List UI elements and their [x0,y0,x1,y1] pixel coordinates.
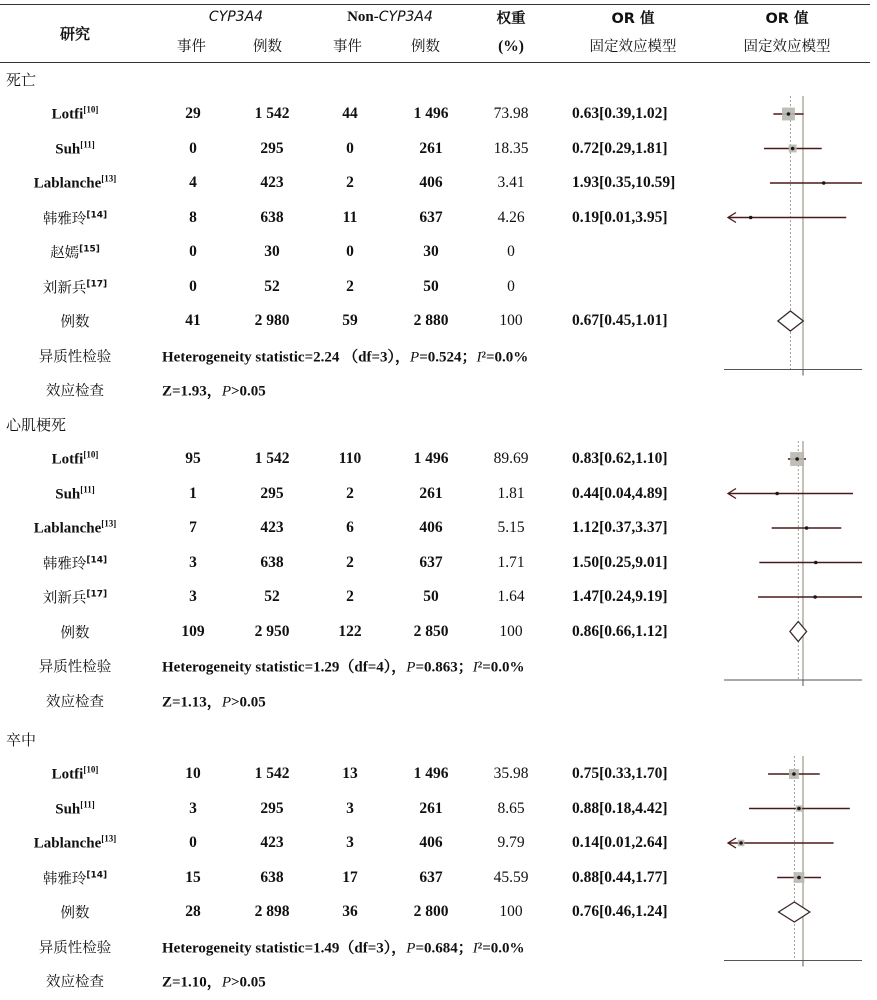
study-name: Lablanche[13] [33,173,117,192]
events-group2: 2 [346,277,354,295]
point-estimate [739,841,743,845]
total-group1: 423 [260,519,284,536]
weight-value: 9.79 [497,834,525,851]
pooled-diamond [778,311,803,331]
total-group1: 295 [260,484,284,502]
study-ref: [13] [101,833,117,844]
events-group1: 29 [185,105,201,122]
study-name: Lotfi[10] [51,449,99,468]
study-name: 刘新兵[17] [42,279,108,296]
weight-value: 73.98 [493,105,529,122]
total-group1: 30 [264,243,280,260]
heterogeneity-statistic: Heterogeneity statistic=1.29（df=4），P=0.863；I²=0.0% [162,659,525,676]
weight-value: 0 [507,243,515,260]
events-group2: 2 [346,174,354,191]
total-group1: 2 898 [254,903,290,920]
effect-test-label: 效应检查 [46,383,104,400]
study-ref: [10] [83,104,99,115]
point-estimate [813,595,817,599]
header-group2-total: 例数 [411,39,440,55]
events-group2: 122 [338,622,362,640]
effect-test-statistic: Z=1.93，P>0.05 [162,383,266,400]
study-ref: [14] [86,555,108,566]
events-group2: 3 [346,799,354,817]
weight-value: 1.81 [497,484,525,502]
header-group2-prefix: Non- [347,9,379,25]
total-group2: 406 [419,834,443,851]
point-estimate [792,772,796,776]
total-group1: 2 980 [254,312,290,329]
study-ref: [14] [86,870,108,881]
events-group1: 7 [189,519,197,536]
weight-value: 45.59 [493,868,529,886]
study-name: Lablanche[13] [33,833,117,852]
events-group1: 0 [189,277,197,295]
weight-value: 35.98 [493,765,529,782]
study-ref: [13] [101,173,117,184]
study-ref: [11] [80,799,95,809]
events-group1: 1 [189,484,197,502]
or-ci-value: 1.12[0.37,3.37] [572,519,668,536]
weight-value: 0 [507,277,515,295]
point-estimate [749,216,753,220]
point-estimate [814,561,818,565]
or-ci-value: 0.75[0.33,1.70] [572,765,668,782]
total-group2: 406 [419,174,443,191]
heterogeneity-statistic: Heterogeneity statistic=1.49（df=3），P=0.684；I²=0.0% [162,940,525,956]
pooled-diamond [790,622,807,642]
or-ci-value: 0.88[0.44,1.77] [572,868,668,886]
weight-value: 5.15 [497,519,525,536]
or-ci-value: 0.88[0.18,4.42] [572,799,668,817]
total-group2: 2 800 [413,903,449,920]
events-group1: 3 [189,553,197,571]
events-group1: 3 [189,588,197,605]
study-ref: [11] [80,139,95,149]
events-group2: 2 [346,553,354,571]
events-group2: 11 [342,208,358,226]
events-group2: 0 [346,139,354,157]
total-group2: 1 496 [413,450,449,467]
study-name: Lotfi[10] [51,764,99,783]
total-group1: 1 542 [254,105,290,122]
or-ci-value: 1.93[0.35,10.59] [572,174,676,191]
events-group2: 6 [346,519,354,536]
total-group1: 2 950 [254,622,290,640]
total-group2: 1 496 [413,105,449,122]
point-estimate [822,181,826,185]
total-group2: 406 [419,519,443,536]
or-ci-value: 0.44[0.04,4.89] [572,484,668,502]
or-ci-value: 0.67[0.45,1.01] [572,312,668,329]
study-name: Suh[11] [55,484,95,502]
total-group1: 295 [260,139,284,157]
weight-value: 100 [499,903,523,920]
events-group1: 4 [189,174,197,191]
total-group1: 52 [264,277,280,295]
events-group2: 0 [346,243,354,260]
study-ref: [17] [86,589,108,600]
events-group2: 2 [346,588,354,605]
events-group1: 8 [189,208,197,226]
heterogeneity-label: 异质性检验 [38,349,112,365]
header-or-label: OR 值 [611,11,655,27]
weight-value: 3.41 [497,174,525,191]
weight-value: 8.65 [497,799,525,817]
total-label: 例数 [60,905,90,922]
header-group2-italic: CYP3A4 [378,9,433,25]
header-plot-model-label: 固定效应模型 [743,39,831,55]
events-group2: 17 [342,868,358,886]
study-ref: [14] [86,210,108,221]
events-group1: 15 [185,868,201,886]
header-weight-unit: (%) [498,38,524,55]
header-group1-total: 例数 [253,39,282,55]
header-group2-events: 事件 [333,39,362,55]
events-group2: 2 [346,484,354,502]
total-group2: 261 [419,139,443,157]
header-weight-label: 权重 [496,11,526,27]
weight-value: 1.64 [497,588,525,605]
total-group2: 261 [419,484,443,502]
total-group2: 1 496 [413,765,449,782]
total-group1: 423 [260,174,284,191]
study-name: 刘新兵[17] [42,589,108,607]
study-ref: [13] [101,518,117,529]
or-ci-value: 1.50[0.25,9.01] [572,553,668,571]
point-estimate [791,147,795,151]
total-label: 例数 [60,314,90,331]
events-group2: 36 [342,903,358,920]
events-group1: 41 [185,312,201,329]
heterogeneity-statistic: Heterogeneity statistic=2.24 （df=3），P=0.524；I²=0.0% [162,349,529,365]
or-ci-value: 0.86[0.66,1.12] [572,622,668,640]
weight-value: 89.69 [493,450,529,467]
pooled-diamond [779,902,810,922]
header-plot-or-label: OR 值 [765,11,809,27]
total-group2: 50 [423,588,439,605]
events-group2: 3 [346,834,354,851]
events-group2: 59 [342,312,358,329]
header-study-label: 研究 [60,25,91,43]
header-model-label: 固定效应模型 [589,39,677,55]
total-group1: 295 [260,799,284,817]
point-estimate [805,526,809,530]
events-group2: 110 [338,450,362,467]
events-group1: 10 [185,765,201,782]
weight-value: 18.35 [493,139,529,157]
weight-value: 1.71 [497,553,525,571]
or-ci-value: 0.19[0.01,3.95] [572,208,668,226]
events-group1: 0 [189,139,197,157]
events-group2: 44 [342,105,358,122]
total-group2: 637 [419,208,443,226]
events-group1: 3 [189,799,197,817]
effect-test-statistic: Z=1.13，P>0.05 [162,694,266,710]
or-ci-value: 0.63[0.39,1.02] [572,105,668,122]
total-group1: 423 [260,834,284,851]
study-name: 韩雅玲[14] [42,870,108,887]
point-estimate [797,807,801,811]
effect-test-label: 效应检查 [46,974,104,991]
total-group1: 638 [260,868,284,886]
events-group1: 0 [189,834,197,851]
study-name: 韩雅玲[14] [42,555,108,572]
point-estimate [787,112,791,116]
total-group2: 637 [419,868,443,886]
heterogeneity-label: 异质性检验 [38,659,112,676]
study-ref: [11] [80,484,95,494]
or-ci-value: 0.83[0.62,1.10] [572,450,668,467]
header-group1: CYP3A4 [208,9,264,25]
weight-value: 4.26 [497,208,525,226]
weight-value: 100 [499,312,523,329]
total-group2: 261 [419,799,443,817]
total-group1: 52 [264,588,280,605]
point-estimate [797,876,801,880]
heterogeneity-label: 异质性检验 [38,940,112,956]
study-name: Lablanche[13] [33,518,117,537]
events-group2: 13 [342,765,358,782]
effect-test-label: 效应检查 [46,694,104,710]
or-ci-value: 0.76[0.46,1.24] [572,903,668,920]
total-group1: 1 542 [254,450,290,467]
study-ref: [10] [83,764,99,775]
total-group2: 637 [419,553,443,571]
total-group1: 1 542 [254,765,290,782]
or-ci-value: 0.14[0.01,2.64] [572,834,668,851]
events-group1: 95 [185,450,201,467]
header-group1-events: 事件 [177,39,206,55]
study-ref: [17] [86,279,108,290]
total-group2: 50 [423,277,439,295]
events-group1: 109 [181,622,205,640]
total-group2: 2 880 [413,312,449,329]
effect-test-statistic: Z=1.10，P>0.05 [162,974,266,991]
total-group2: 2 850 [413,622,449,640]
point-estimate [775,492,779,496]
weight-value: 100 [499,622,523,640]
section-title-0: 死亡 [6,71,37,89]
total-group1: 638 [260,208,284,226]
total-group1: 638 [260,553,284,571]
events-group1: 0 [189,243,197,260]
section-title-2: 卒中 [6,731,37,749]
point-estimate [795,457,799,461]
total-label: 例数 [60,625,90,641]
study-ref: [15] [79,244,100,255]
study-name: Suh[11] [55,139,95,157]
section-title-1: 心肌梗死 [6,416,67,434]
study-name: 赵嫣[15] [50,244,100,262]
study-name: 韩雅玲[14] [42,210,108,227]
study-name: Lotfi[10] [51,104,99,123]
study-name: Suh[11] [55,799,95,817]
study-ref: [10] [83,449,99,460]
or-ci-value: 1.47[0.24,9.19] [572,588,668,605]
events-group1: 28 [185,903,201,920]
or-ci-value: 0.72[0.29,1.81] [572,139,668,157]
total-group2: 30 [423,243,439,260]
